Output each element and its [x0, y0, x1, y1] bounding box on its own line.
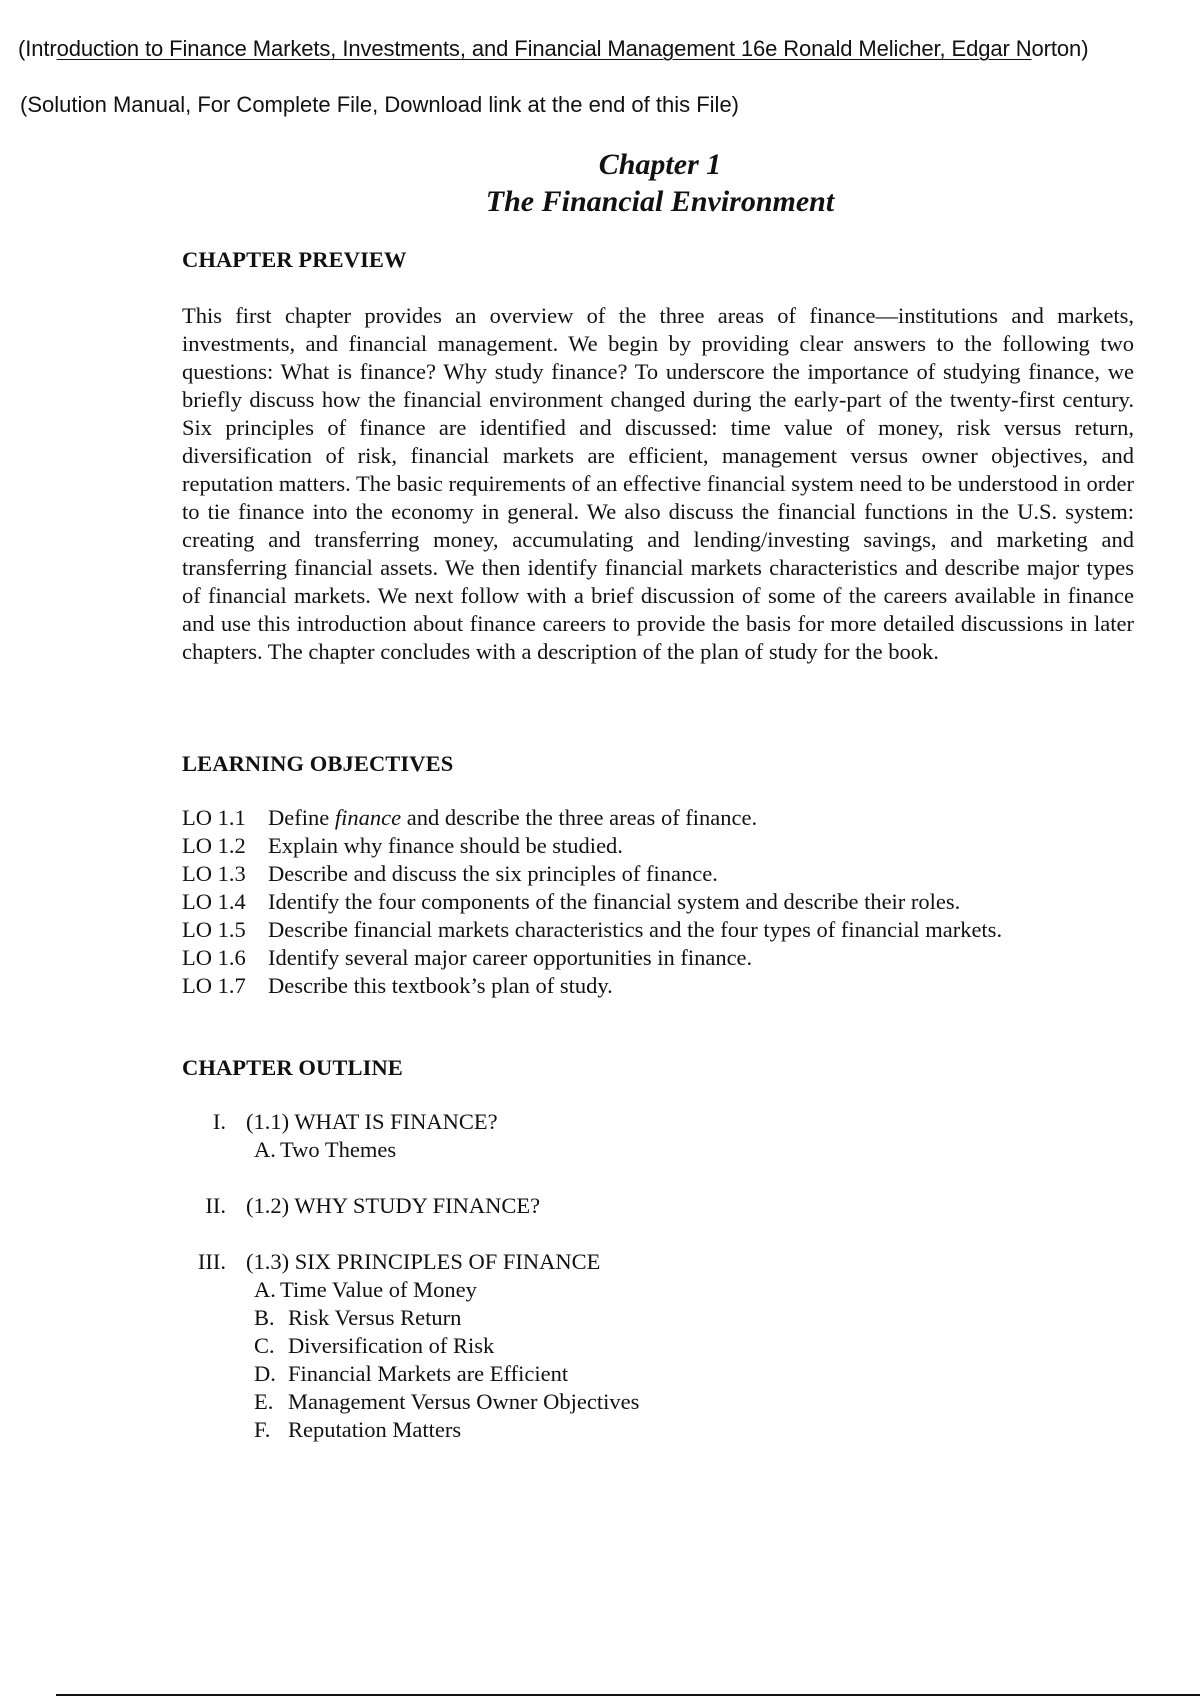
outline-section-row [182, 1192, 639, 1220]
learning-objectives-list [182, 804, 1002, 1000]
subsection-letter: E. [254, 1389, 274, 1414]
outline-section-row [182, 1248, 639, 1276]
section-numeral: III. [197, 1249, 226, 1274]
solution-manual-note: (Solution Manual, For Complete File, Download link at the end of this File) [20, 92, 740, 117]
subsection-title: Financial Markets are Efficient [288, 1361, 569, 1386]
outline-subsection [254, 1332, 639, 1360]
learning-objective [182, 860, 1002, 888]
outline-subsection [254, 1136, 639, 1164]
objective-number: LO 1.7 [182, 973, 246, 998]
objective-number: LO 1.3 [182, 861, 246, 886]
section-title: (1.2) WHY STUDY FINANCE? [246, 1193, 541, 1218]
objective-emphasis: finance [334, 805, 402, 830]
outline-section-row [182, 1108, 639, 1136]
chapter-title-block [0, 146, 1200, 220]
subsection-title: Time Value of Money [280, 1277, 477, 1302]
document-source-header [18, 36, 1088, 62]
section-numeral: II. [205, 1193, 226, 1218]
outline-section [182, 1248, 639, 1444]
learning-objective [182, 832, 1002, 860]
learning-objectives-heading: LEARNING OBJECTIVES [182, 751, 454, 776]
learning-objective [182, 804, 1002, 832]
section-title: (1.3) SIX PRINCIPLES OF FINANCE [246, 1249, 601, 1274]
objective-text: Describe financial markets characteristics and the four types of financial markets. [268, 917, 1003, 942]
chapter-outline-list [182, 1108, 639, 1472]
footer-rule [56, 1694, 1200, 1696]
subsection-title: Two Themes [280, 1137, 397, 1162]
objective-text: Describe this textbook’s plan of study. [268, 973, 613, 998]
section-numeral: I. [212, 1109, 226, 1134]
subsection-letter: A. [254, 1277, 276, 1302]
chapter-preview-paragraph: This first chapter provides an overview of the three areas of finance—institutions and markets, investments, and financial management. We begin by providing clear answers to the following two questions: What is finance? Why study finance? To underscore the importance of studying finance, we briefly discuss how the financial environment changed during the early-part of the twenty-first century. Six principles of finance are identified and discussed: time value of money, risk versus return, diversification of risk, financial markets are efficient, management versus owner objectives, and reputation matters. The basic requirements of an effective financial system need to be understood in order to tie finance into the economy in general. We also discuss the financial functions in the U.S. system: creating and transferring money, accumulating and lending/investing savings, and marketing and transferring financial assets. We then identify financial markets characteristics and describe major types of financial markets. We next follow with a brief discussion of some of the careers available in finance and use this introduction about finance careers to provide the basis for more detailed discussions in later chapters. The chapter concludes with a description of the plan of study for the book. [182, 303, 1134, 664]
subsection-title: Risk Versus Return [288, 1305, 462, 1330]
outline-subsection [254, 1388, 639, 1416]
header-suffix: orton) [1031, 36, 1089, 61]
outline-subsection-list [182, 1276, 639, 1444]
chapter-outline-heading: CHAPTER OUTLINE [182, 1055, 403, 1080]
outline-section [182, 1192, 639, 1220]
learning-objective [182, 888, 1002, 916]
subsection-title: Reputation Matters [288, 1417, 462, 1442]
learning-objective [182, 972, 1002, 1000]
outline-subsection [254, 1360, 639, 1388]
learning-objective [182, 916, 1002, 944]
outline-subsection [254, 1304, 639, 1332]
subsection-letter: D. [254, 1361, 276, 1386]
subsection-title: Management Versus Owner Objectives [288, 1389, 640, 1414]
outline-section [182, 1108, 639, 1164]
subsection-letter: F. [254, 1417, 271, 1442]
objective-text: Explain why finance should be studied. [268, 833, 623, 858]
objective-text: Identify several major career opportunities in finance. [268, 945, 753, 970]
outline-subsection-list [182, 1136, 639, 1164]
objective-text [268, 804, 757, 832]
subsection-letter: A. [254, 1137, 276, 1162]
subsection-letter: B. [254, 1305, 275, 1330]
chapter-preview-heading: CHAPTER PREVIEW [182, 247, 407, 272]
objective-number: LO 1.1 [182, 805, 246, 830]
objective-text: Identify the four components of the financial system and describe their roles. [268, 889, 961, 914]
header-underlined-text: oduction to Finance Markets, Investments, and Financial Management 16e Ronald Melicher, Edgar N [56, 36, 1032, 61]
subsection-letter: C. [254, 1333, 275, 1358]
objective-number: LO 1.4 [182, 889, 246, 914]
objective-number: LO 1.5 [182, 917, 246, 942]
objective-number: LO 1.2 [182, 833, 246, 858]
objective-text-part: Define [268, 805, 335, 830]
learning-objective [182, 944, 1002, 972]
header-prefix: (Intr [18, 36, 57, 61]
section-title: (1.1) WHAT IS FINANCE? [246, 1109, 498, 1134]
objective-number: LO 1.6 [182, 945, 246, 970]
outline-subsection [254, 1276, 639, 1304]
outline-subsection [254, 1416, 639, 1444]
chapter-number: Chapter 1 [598, 148, 722, 181]
subsection-title: Diversification of Risk [288, 1333, 495, 1358]
objective-text-part: and describe the three areas of finance. [401, 805, 758, 830]
objective-text: Describe and discuss the six principles of finance. [268, 861, 718, 886]
chapter-title: The Financial Environment [485, 185, 835, 218]
